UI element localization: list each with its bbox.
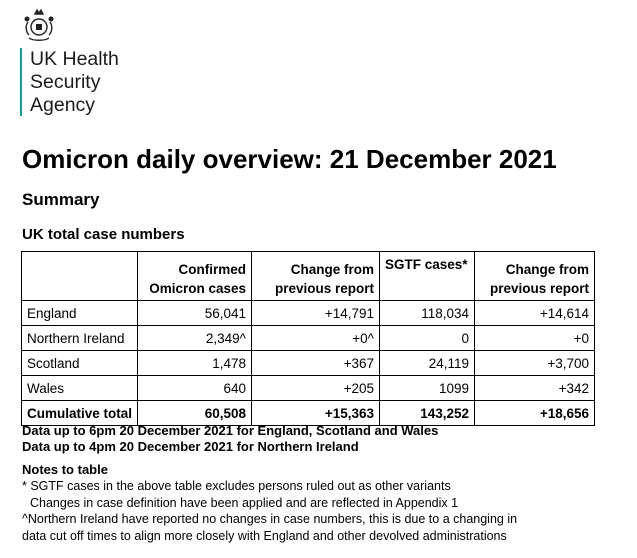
case-numbers-table xyxy=(21,251,595,426)
table-row xyxy=(22,301,595,326)
header-change-line1: Change from xyxy=(290,262,375,277)
header-corner-cell xyxy=(22,252,138,301)
table-row xyxy=(22,326,595,351)
header-sgtf-change-line2: previous report xyxy=(489,281,590,296)
change-cell: +0^ xyxy=(252,326,380,351)
sgtf-change-cell: +0 xyxy=(475,326,595,351)
total-row xyxy=(22,401,595,426)
total-sgtf: 143,252 xyxy=(380,401,475,426)
header-change xyxy=(252,252,380,301)
change-cell: +14,791 xyxy=(252,301,380,326)
note-line-2: Changes in case definition have been applied and are reflected in Appendix 1 xyxy=(30,495,459,510)
logo-accent-bar xyxy=(20,48,22,116)
note-line-4: data cut off times to align more closely with England and other devolved administrations xyxy=(22,528,507,543)
table-row xyxy=(22,376,595,401)
region-cell: Scotland xyxy=(22,351,138,376)
total-sgtf-change: +18,656 xyxy=(475,401,595,426)
sgtf-change-cell: +342 xyxy=(475,376,595,401)
royal-crest-icon xyxy=(23,8,55,42)
table-heading: UK total case numbers xyxy=(22,226,185,243)
sgtf-cell: 1099 xyxy=(380,376,475,401)
data-cutoff-line-1: Data up to 6pm 20 December 2021 for England, Scotland and Wales xyxy=(22,423,439,438)
header-confirmed xyxy=(138,252,252,301)
page-title: Omicron daily overview: 21 December 2021 xyxy=(22,144,557,174)
header-sgtf: SGTF cases* xyxy=(380,252,475,301)
header-change-line2: previous report xyxy=(274,281,375,296)
header-confirmed-line1: Confirmed xyxy=(178,262,247,277)
change-cell: +205 xyxy=(252,376,380,401)
note-line-1: * SGTF cases in the above table excludes persons ruled out as other variants xyxy=(22,479,451,493)
region-cell: England xyxy=(22,301,138,326)
header-confirmed-line2: Omicron cases xyxy=(149,281,247,296)
logo-line-3: Agency xyxy=(30,94,96,116)
confirmed-cell: 1,478 xyxy=(138,351,252,376)
table-row xyxy=(22,351,595,376)
confirmed-cell: 2,349^ xyxy=(138,326,252,351)
sgtf-cell: 0 xyxy=(380,326,475,351)
total-confirmed: 60,508 xyxy=(138,401,252,426)
sgtf-cell: 118,034 xyxy=(380,301,475,326)
data-cutoff-line-2: Data up to 4pm 20 December 2021 for Northern Ireland xyxy=(22,439,359,454)
sgtf-change-cell: +14,614 xyxy=(475,301,595,326)
logo-line-2: Security xyxy=(30,71,101,93)
total-label: Cumulative total xyxy=(22,401,138,426)
table-header-row xyxy=(22,252,595,301)
total-change: +15,363 xyxy=(252,401,380,426)
table-notes xyxy=(22,478,517,544)
header-sgtf-change-line1: Change from xyxy=(505,262,590,277)
logo-line-1: UK Health xyxy=(30,48,119,70)
region-cell: Northern Ireland xyxy=(22,326,138,351)
summary-heading: Summary xyxy=(22,190,100,209)
header-sgtf-change xyxy=(475,252,595,301)
change-cell: +367 xyxy=(252,351,380,376)
sgtf-change-cell: +3,700 xyxy=(475,351,595,376)
region-cell: Wales xyxy=(22,376,138,401)
notes-heading: Notes to table xyxy=(22,462,108,477)
sgtf-cell: 24,119 xyxy=(380,351,475,376)
data-cutoff-notes xyxy=(22,423,438,455)
logo-wordmark xyxy=(30,48,119,117)
note-line-3: ^Northern Ireland have reported no changes in case numbers, this is due to a changing in xyxy=(22,512,518,526)
confirmed-cell: 56,041 xyxy=(138,301,252,326)
confirmed-cell: 640 xyxy=(138,376,252,401)
